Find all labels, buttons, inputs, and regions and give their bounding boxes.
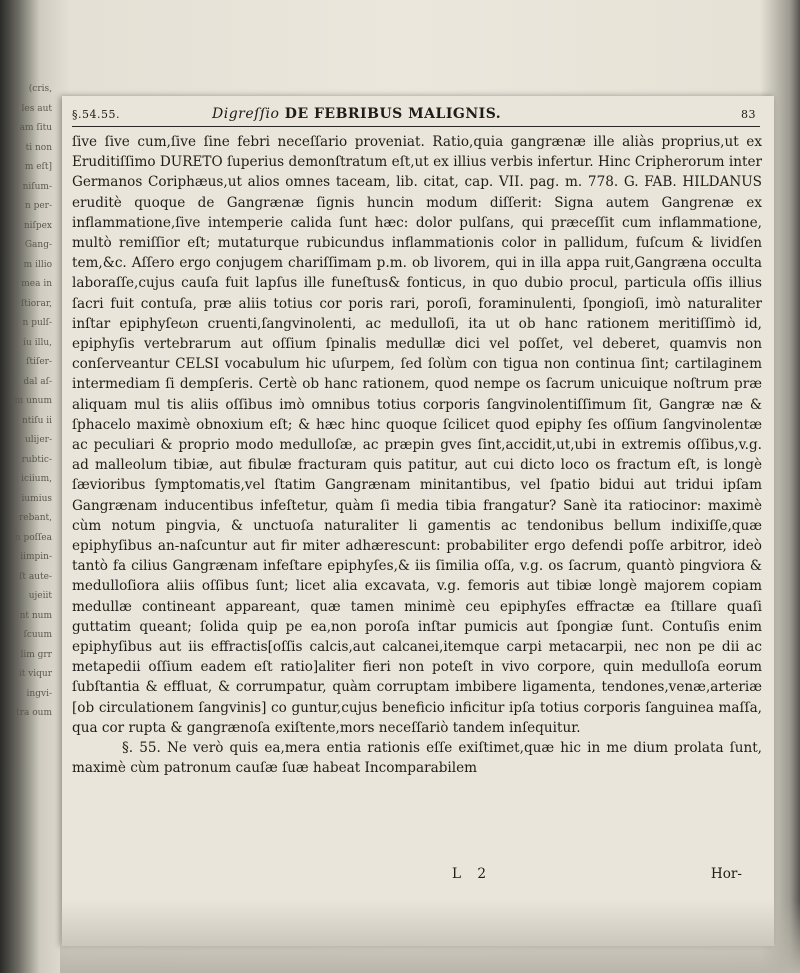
paragraph-55: §. 55. Ne verò quis ea,mera entia rationis eſſe exiſtimet,quæ hic in me dium prolata ſunt, maximè cùm patronum cauſæ ſuæ habeat Incomparabilem [72, 740, 762, 777]
paragraph-54: ſive ſive cum,ſive ſine febri neceſſario proveniat. Ratio,quia gangrænæ ille aliàs proprius,ut ex Eruditiſſimo DURETO ſuperius demonſtratum eſt,ut ex illius verbis infertur. Hinc Cripherorum inter Germanos Coriphæus,ut alios omnes taceam, lib. citat, cap. VII. pag. m. 778. G. FAB. HILDANUS eruditè quoque de Gangrænæ ſignis huncin modum diſſerit: Signa autem Gangrenæ ex inflammatione,ſive intemperie calida ſunt hæc: dolor pulſans, qui præceſſit cum inflammatione, multò remiſſior eſt; mutaturque rubicundus inflammationis color in pallidum, fuſcum & lividſen tem,&c. Aſſero ergo conjugem chariſſimam p.m. ob livorem, qui in illa appa ruit,Gangræna occulta laboraſſe,cujus cauſa fuit lapſus ille funeſtus& fonticus, in quo dubio procul, particula oſſis illius ſacri fuit contuſa, præ aliis totius cor poris rari, poroſi, foraminulenti, ſpongioſi, imò naturaliter inſtar epiphyſeωn cruenti,ſangvinolenti, ac medulloſi, ita ut ob hanc rationem meritiſſimò id, epiphyſis vertebrarum aut oſſium ſpinalis medullæ dici vel poſſet, vel deberet, quamvis non conſerveantur CELSI vocabulum hic uſurpem, ſed ſolùm con tigua non continua ſint; cartilaginem intermediam ſi dempſeris. Certè ob hanc rationem, quod nempe os ſacrum unicuique noſtrum præ aliquam mul tis aliis oſſibus imò omnibus totius corporis ſangvinolentiſſimum ſit, Gangræ næ & ſphacelo maximè obnoxium eſt; & hæc hinc quoque ſcilicet quod epiphy ſes oſſium ſangvinolentæ ac peculiari & proprio modo medulloſæ, ac præpin gves ſint,accidit,ut,ubi in extremis oſſibus,v.g. ad malleolum tibiæ, aut fibulæ fracturam quis patitur, aut cui dicto loco os fractum eſt, is longè ſævioribus ſymptomatis,vel ſtatim Gangrænam minitantibus, vel ſpatio bidui aut tridui ipſam Gangrænam inducentibus infeſtetur, quàm ſi media tibia frangatur? Sanè ita ratiocinor: maximè cùm notum pingvia, & unctuoſa naturaliter li gamentis ac tendonibus bellum indixiſſe,quæ epiphyſibus an-naſcuntur aut fir miter adhærescunt: probabiliter ergo defendi poſſe arbitror, ideò tantò fa cilius Gangrænam infeſtare epiphyſes,& iis ſimilia oſſa, v.g. os ſacrum, quantò pingviora & medulloſiora aliis oſſibus ſunt; licet alia excavata, v.g. femoris aut tibiæ longè majorem copiam medullæ contineant appareant, quæ tamen minimè ceu epiphyſes effractæ ea ſtillare quaſi guttatim queant; ſolida quip pe ea,non poroſa inſtar pumicis aut ſpongiæ ſunt. Contuſis enim epiphyſibus aut iis effractis[oſſis calcis,aut calcanei,itemque carpi metacarpii, nec non pe dii ac metapedii oſſium eadem eſt ratio]aliter fieri non poteſt in vivo corpore, quin medulloſa eorum ſubſtantia & effluat, & corrumpatur, quàm corruptam imbibere ligamenta, tendones,venæ,arteriæ [ob circulationem ſangvinis] co guntur,cujus beneficio inficitur ipſa totius corporis ſanguinea maſſa, qua cor rupta & gangrænoſa exiſtente,mors neceſſariò tandem inſequitur. [72, 134, 762, 736]
main-text [72, 132, 762, 779]
page-number: 83 [741, 108, 756, 121]
scan-bottom-edge [60, 900, 800, 973]
header-rule [72, 126, 760, 127]
title-main: DE FEBRIBUS MALIGNIS. [284, 106, 502, 122]
catchword: Hor- [710, 866, 742, 882]
signature-mark: L 2 [452, 866, 492, 882]
section-marker: §.54.55. [72, 108, 120, 121]
title-italic: Digreſſio [212, 106, 280, 122]
running-header [72, 106, 762, 128]
book-page [62, 96, 774, 946]
running-title [212, 106, 501, 122]
page-footer [72, 866, 762, 886]
adjacent-page-fragment: (cris, les aut am ſitu ti non m eſt] niſum- n per- niſpex Gang- m illio mea in ſtiorar, n pulſ- iu illu, ſtiſer- dal aſ- m unum ntiſu ii ulijer- rubtic- iciium, iumius rebant, n poſſea iimpin- ſt aute- ujeiit nt num ſcuum lim grr it viqur ingvi- tra oum [14, 84, 52, 718]
